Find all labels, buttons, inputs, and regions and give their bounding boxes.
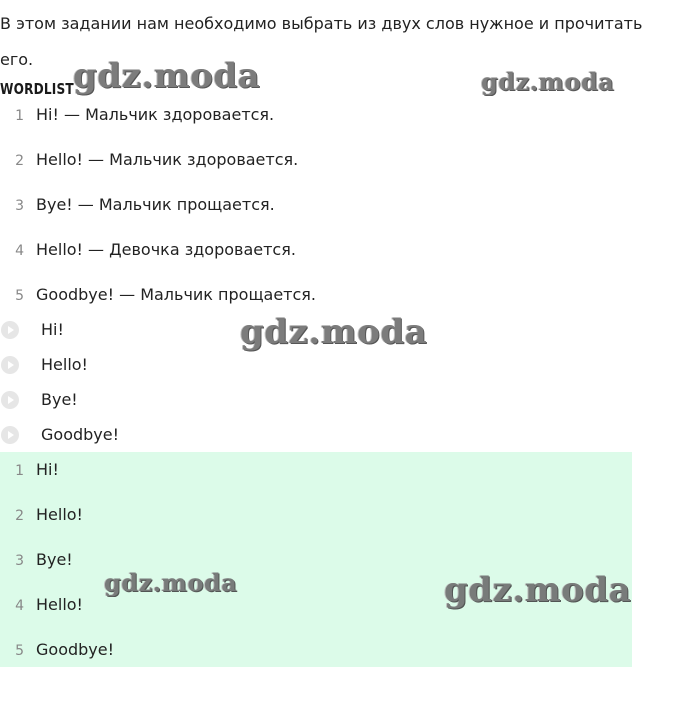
watermark: gdz.moda	[481, 67, 615, 96]
watermark: gdz.moda	[104, 568, 238, 597]
item-text: Hi!	[36, 460, 59, 479]
item-text: Hello!	[36, 595, 83, 614]
item-number: 2	[15, 153, 24, 169]
item-number: 2	[15, 508, 24, 524]
item-number: 5	[15, 643, 24, 659]
audio-word: Goodbye!	[41, 425, 120, 444]
audio-word: Hi!	[41, 320, 64, 339]
item-text: Bye!	[36, 550, 73, 569]
item-number: 1	[15, 108, 24, 124]
item-number: 3	[15, 553, 24, 569]
wordlist-heading: WORDLIST	[0, 80, 74, 98]
play-icon[interactable]	[1, 426, 19, 444]
play-icon[interactable]	[1, 391, 19, 409]
item-text: Hello! — Мальчик здоровается.	[36, 150, 299, 169]
item-number: 5	[15, 288, 24, 304]
item-text: Hello!	[36, 505, 83, 524]
item-text: Hello! — Девочка здоровается.	[36, 240, 296, 259]
watermark: gdz.moda	[444, 570, 632, 610]
item-number: 4	[15, 243, 24, 259]
item-text: Goodbye!	[36, 640, 115, 659]
audio-word: Hello!	[41, 355, 88, 374]
task-description: В этом задании нам необходимо выбрать из двух слов нужное и прочитать его.	[0, 14, 643, 69]
item-text: Hi! — Мальчик здоровается.	[36, 105, 275, 124]
item-text: Bye! — Мальчик прощается.	[36, 195, 275, 214]
item-number: 1	[15, 463, 24, 479]
item-number: 4	[15, 598, 24, 614]
audio-word: Bye!	[41, 390, 78, 409]
item-text: Goodbye! — Мальчик прощается.	[36, 285, 317, 304]
item-number: 3	[15, 198, 24, 214]
watermark: gdz.moda	[73, 56, 261, 96]
play-icon[interactable]	[1, 321, 19, 339]
watermark: gdz.moda	[240, 312, 428, 352]
play-icon[interactable]	[1, 356, 19, 374]
answer-block	[0, 452, 632, 667]
